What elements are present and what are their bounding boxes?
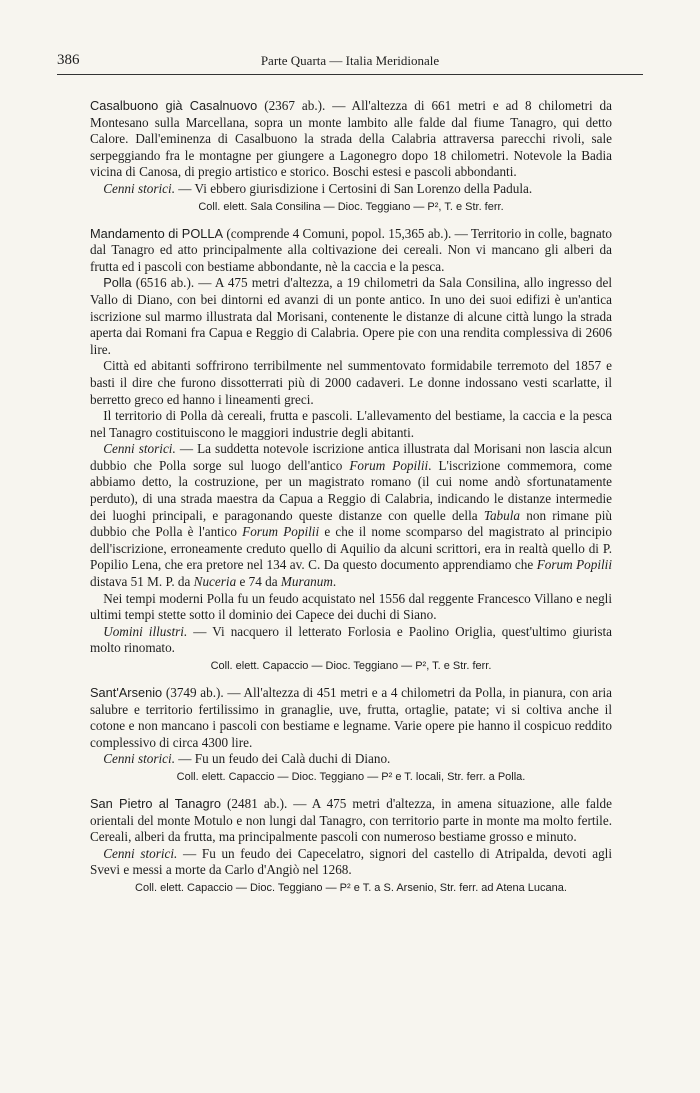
paragraph [90,796,612,846]
collegio-line: Coll. elett. Capaccio — Dioc. Teggiano — P², T. e Str. ferr. [210,660,492,672]
cenni-text: — Fu un feudo dei Calà duchi di Diano. [175,751,391,767]
paragraph [90,181,612,198]
paragraph [90,624,612,657]
text-run: . L'iscrizione commemora, come abbiamo detto, la costruzione, per un magistrato romano (il cui nome andò sfortunatamente perduto), di una strada maestra da Capua a Reggio di Calabria, indicando le distanze intermedie dei luoghi principali, e paragonando queste distanze con quelle della [90,457,612,523]
text-run: e che il nome scomparso del magistrato al principio dell'iscrizione, erroneamente creduto quello di Aquilio da alcuni scrittori, era in realtà quello di P. Popilio Lena, che era pretore nel 134 av. C. Da questo documento apprendiamo che [90,524,612,573]
entry-name: Mandamento di POLLA [90,225,224,241]
paragraph [90,226,612,276]
entry-name: Sant'Arsenio [90,685,163,700]
collegio-line: Coll. elett. Sala Consilina — Dioc. Teggiano — P², T. e Str. ferr. [198,200,504,213]
page-content [90,98,612,895]
entry-text: (2481 ab.). — A 475 metri d'altezza, in amena situazione, alle falde orientali del monte Motulo e non lungi dal Tanagro, con territorio parte in monte ma molto fertile. Cereali, alberi da frutta, ma principalmente pascoli con numeroso bestiame grosso e minuto. [90,795,612,845]
paragraph [90,408,612,441]
entry-casalbuono [90,98,612,214]
cenni-label: Cenni storici. [103,180,175,196]
italic-run: Tabula [483,507,521,523]
uomini-label: Uomini illustri. [103,623,188,639]
entry-name: San Pietro al Tanagro [90,795,222,811]
entry-polla [90,275,612,673]
text-run: distava 51 M. P. da [90,574,194,590]
paragraph [90,846,612,879]
cenni-label: Cenni storici. [103,441,176,457]
text-run: — La suddetta notevole iscrizione antica illustrata dal Morisani non lascia alcun dubbio che Polla sorge sul luogo dell'antico [90,441,612,473]
page-header [57,52,643,75]
cenni-label: Cenni storici. [103,751,175,767]
entry-mandamento [90,226,612,276]
paragraph [90,441,612,590]
paragraph [90,98,612,181]
cenni-text: — Vi ebbero giurisdizione i Certosini di San Lorenzo della Padula. [175,180,533,196]
entry-text: (6516 ab.). — A 475 metri d'altezza, a 19 chilometri da Sala Consilina, allo ingresso del Vallo di Diano, con bei dintorni ed avanzi di un ponte antico. In uno dei suoi edifizi è un'antica iscrizione sul marmo illustrata dal Morisani, contenente le distanze di alcune città lungo la strada aperta dai Romani fra Capua e Reggio di Calabria. Opere pie con una rendita complessiva di 2606 lire. [90,275,612,357]
paragraph [90,275,612,358]
entry-text: (3749 ab.). — All'altezza di 451 metri e a 4 chilometri da Polla, in pianura, con aria salubre e territorio fertilissimo in granaglie, uve, frutta, ortaglie, patate; vi si coltiva anche il cotone e non mancano i pascoli con bestiame e legname. Varie opere pie hanno il cospicuo reddito complessivo di circa 4300 lire. [90,685,612,750]
italic-run: Forum Popilii [242,524,320,540]
cenni-label: Cenni storici. [103,845,178,861]
paragraph-text: Nei tempi moderni Polla fu un feudo acquistato nel 1556 dal reggente Francesco Villano e negli ultimi tempi stette sotto il dominio dei Capece dei duchi di Siano. [90,590,612,623]
text-run: non rimane più dubbio che Polla è l'antico [90,507,612,540]
italic-run: Muranum [280,574,333,590]
collegio-line: Coll. elett. Capaccio — Dioc. Teggiano — P² e T. a S. Arsenio, Str. ferr. ad Atena Lucana. [135,881,567,894]
italic-run: Forum Popilii [536,557,612,573]
paragraph [90,751,612,768]
paragraph [90,685,612,751]
entry-text: (2367 ab.). — All'altezza di 661 metri e ad 8 chilometri da Montesano sulla Marcellana, sopra un monte lambito alle falde dal fiume Tanagro, qui detto Calore. Dall'eminenza di Casalbuono la strada della Calabria attraversa parecchi rivoli, sale serpeggiando fra le montagne per giungere a Lagonegro dopo 18 chilometri. Notevole la Badia vicina di Canosa, di pregio artistico e storico. Boschi estesi e pascoli abbondanti. [90,98,613,180]
paragraph [90,358,612,408]
uomini-text: — Vi nacquero il letterato Forlosia e Paolino Origlia, quest'ultimo giurista molto rinomato. [90,623,612,656]
italic-run: Forum Popilii [349,457,429,473]
running-title: Parte Quarta — Italia Meridionale [260,53,440,68]
paragraph-text: Il territorio di Polla dà cereali, frutta e pascoli. L'allevamento del bestiame, la caccia e la pesca nel Tanagro costituiscono le maggiori industrie degli abitanti. [90,408,612,440]
entry-name: Polla [103,275,132,291]
paragraph-text: Città ed abitanti soffrirono terribilmente nel summentovato formidabile terremoto del 1857 e basti il dire che furono dissotterrati più di 2000 cadaveri. Le donne indossano vesti scarlatte, il berretto greco ed hanno i lineamenti greci. [90,358,612,407]
collegio-line: Coll. elett. Capaccio — Dioc. Teggiano — P² e T. locali, Str. ferr. a Polla. [176,770,526,783]
page-number: 386 [57,52,80,68]
text-run: e 74 da [236,574,281,590]
italic-run: Nuceria [193,574,237,590]
cenni-text: — Fu un feudo dei Capecelatro, signori del castello di Atripalda, devoti agli Svevi e messi a morte da Carlo d'Angiò nel 1268. [90,845,612,878]
text-run: . [332,574,337,590]
entry-text: (comprende 4 Comuni, popol. 15,365 ab.). — Territorio in colle, bagnato dal Tanagro ed atto principalmente alla coltivazione dei cereali. Non vi mancano gli alberi da frutta ed i pascoli con bestiame abbondante, nè la caccia e la pesca. [90,225,612,274]
entry-sanpietro [90,796,612,895]
entry-name: Casalbuono già Casalnuovo [90,98,258,113]
entry-santarsenio [90,685,612,784]
paragraph [90,591,612,624]
